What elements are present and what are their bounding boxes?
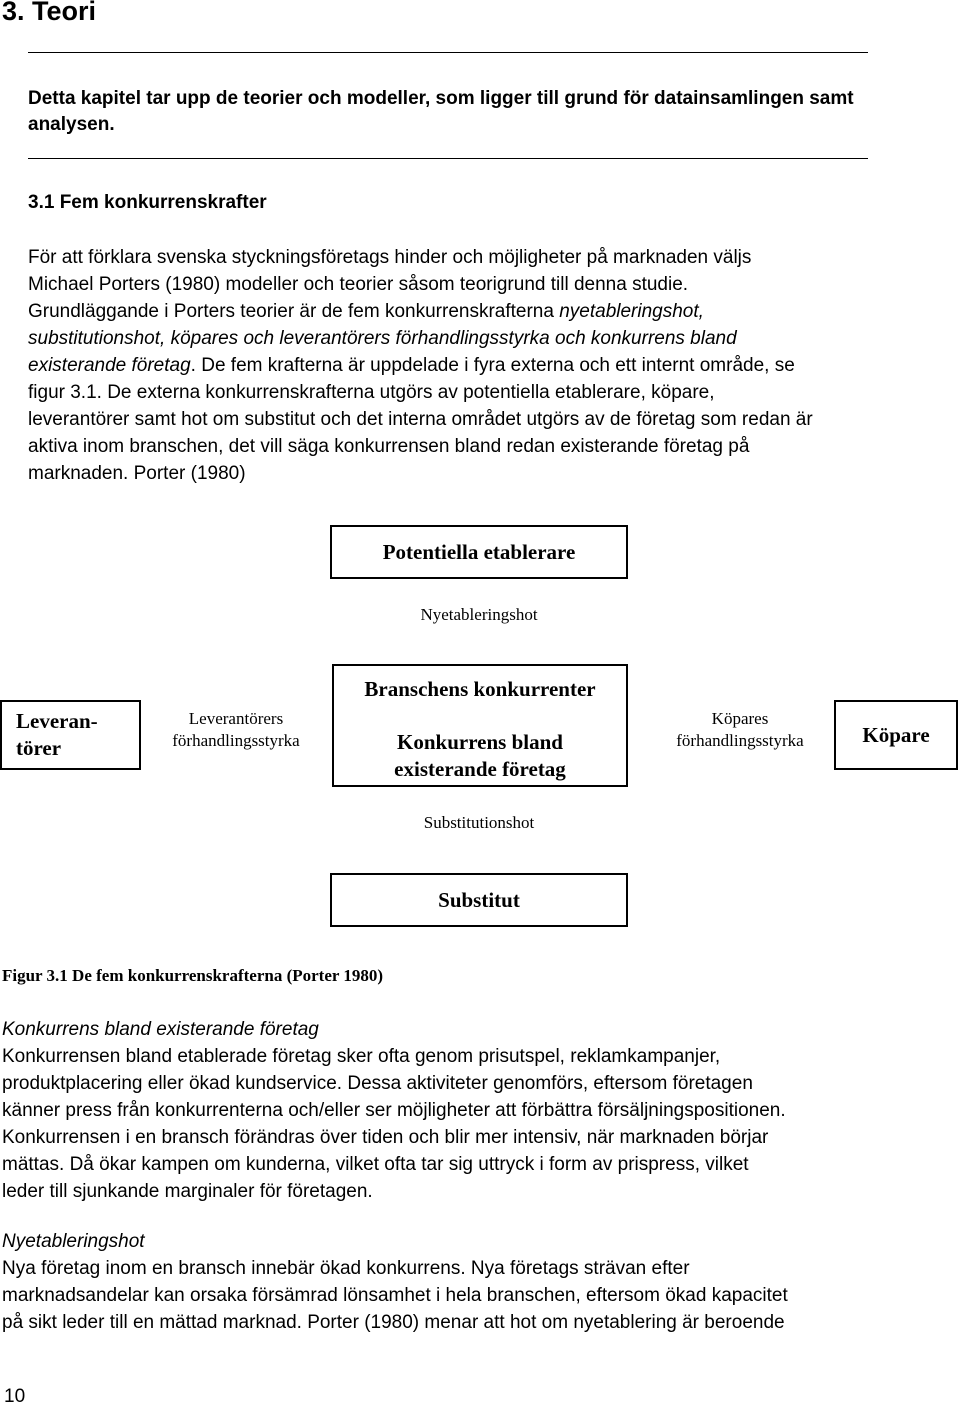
- buyer-power-line: förhandlingsstyrka: [676, 731, 804, 750]
- rivalry-line: existerande företag: [394, 757, 566, 781]
- text-line: Nya företag inom en bransch innebär ökad konkurrens. Nya företags strävan efter: [2, 1258, 690, 1279]
- text-line: på sikt leder till en mättad marknad. Porter (1980) menar att hot om nyetablering är beroende: [2, 1312, 785, 1333]
- supplier-power-label: [150, 708, 322, 752]
- chapter-title: 3. Teori: [2, 0, 97, 26]
- text-line: Michael Porters (1980) modeller och teorier såsom teorigrund till denna studie.: [28, 274, 689, 295]
- industry-title: Branschens konkurrenter: [364, 677, 596, 701]
- supplier-power-line: förhandlingsstyrka: [172, 731, 300, 750]
- text-line: aktiva inom branschen, det vill säga konkurrensen bland redan existerande företag på: [28, 436, 750, 457]
- suppliers-label-line: törer: [16, 736, 62, 760]
- text-line: [28, 352, 873, 379]
- supplier-power-line: Leverantörers: [188, 709, 284, 728]
- suppliers-box: [0, 700, 141, 770]
- buyer-power-line: Köpares: [711, 709, 769, 728]
- text-line: leder till sjunkande marginaler för företagen.: [2, 1181, 373, 1202]
- substitutes-box: [330, 873, 628, 927]
- text-line: marknadsandelar kan orsaka försämrad lönsamhet i hela branschen, eftersom ökad kapacitet: [2, 1285, 788, 1306]
- potential-entrants-label: Potentiella etablerare: [382, 539, 576, 564]
- text-segment: . De fem krafterna är uppdelade i fyra externa och ett internt område, se: [190, 355, 795, 376]
- suppliers-label-line: Leveran-: [16, 709, 98, 733]
- italic-line: substitutionshot, köpares och leverantörers förhandlingsstyrka och konkurrens bland: [28, 328, 737, 349]
- subsection-entry-threat: [2, 1228, 882, 1336]
- buyers-box: [834, 700, 958, 770]
- text-line: [28, 298, 873, 325]
- page-number: 10: [4, 1386, 26, 1407]
- subsection-rivalry: [2, 1016, 882, 1205]
- suppliers-text: [16, 708, 98, 762]
- text-line: figur 3.1. De externa konkurrenskrafterna utgörs av potentiella etablerare, köpare,: [28, 382, 715, 403]
- text-line: produktplacering eller ökad kundservice. Dessa aktiviteter genomförs, eftersom företagen: [2, 1073, 753, 1094]
- text-line: Konkurrensen bland etablerade företag sker ofta genom prisutspel, reklamkampanjer,: [2, 1046, 721, 1067]
- entry-threat-label: Nyetableringshot: [420, 605, 538, 624]
- substitutes-label: Substitut: [438, 887, 520, 912]
- intro-rule: [28, 158, 868, 159]
- figure-caption: Figur 3.1 De fem konkurrenskrafterna (Porter 1980): [2, 966, 384, 985]
- section-heading: 3.1 Fem konkurrenskrafter: [28, 192, 267, 213]
- text-line: Konkurrensen i en bransch förändras över tiden och blir mer intensiv, när marknaden börjar: [2, 1127, 769, 1148]
- italic-term: existerande företag: [28, 355, 191, 376]
- text-segment: Grundläggande i Porters teorier är de fem konkurrenskrafterna: [28, 301, 560, 322]
- buyers-label: Köpare: [862, 722, 930, 747]
- paragraph-porter-intro: [28, 244, 873, 487]
- potential-entrants-box: [330, 525, 628, 579]
- rivalry-line: Konkurrens bland: [397, 730, 563, 754]
- text-line: mättas. Då ökar kampen om kunderna, vilket ofta tar sig uttryck i form av prispress, vilket: [2, 1154, 749, 1175]
- text-line: För att förklara svenska styckningsföretags hinder och möjligheter på marknaden väljs: [28, 247, 752, 268]
- buyer-power-label: [652, 708, 828, 752]
- substitution-threat-label: Substitutionshot: [423, 813, 535, 832]
- text-line: marknaden. Porter (1980): [28, 463, 246, 484]
- subsection-heading: Nyetableringshot: [2, 1231, 145, 1252]
- industry-competitors-box: [332, 664, 628, 787]
- text-line: känner press från konkurrenterna och/eller ser möjligheter att förbättra försäljningspositionen.: [2, 1100, 786, 1121]
- chapter-intro: Detta kapitel tar upp de teorier och modeller, som ligger till grund för datainsamlingen samt analysen.: [28, 88, 854, 135]
- text-line: leverantörer samt hot om substitut och det interna området utgörs av de företag som redan är: [28, 409, 813, 430]
- title-rule: [28, 52, 868, 53]
- italic-term: nyetableringshot,: [559, 301, 704, 322]
- subsection-heading: Konkurrens bland existerande företag: [2, 1019, 319, 1040]
